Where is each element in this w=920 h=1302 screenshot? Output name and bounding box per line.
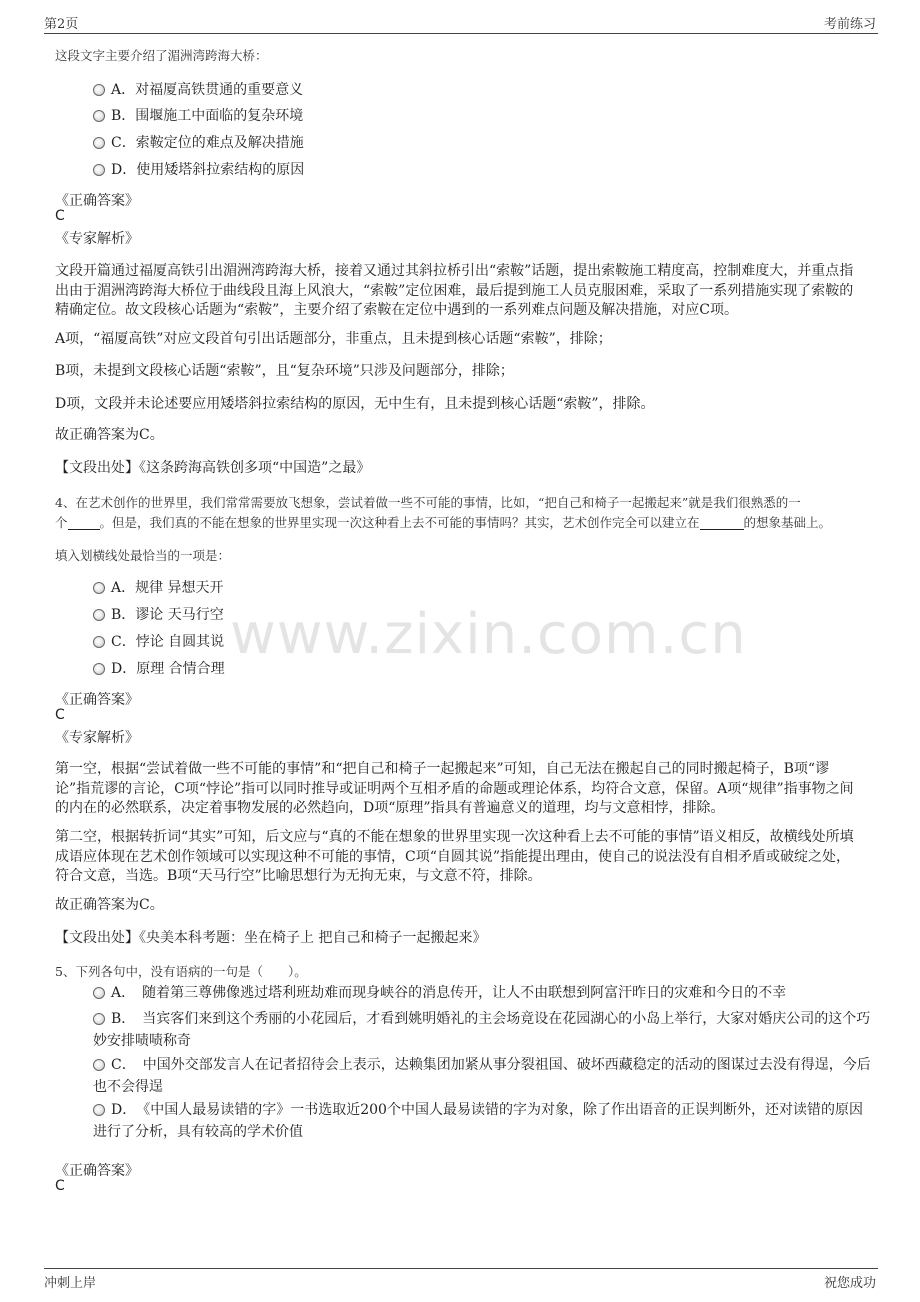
footer-left: 冲刺上岸 [44, 1276, 97, 1291]
q5-stem: 5、下列各句中，没有语病的一句是（ ）。 [55, 964, 307, 979]
q3-option-b[interactable]: B．围堰施工中面临的复杂环境 [93, 106, 303, 127]
radio-icon[interactable] [93, 987, 105, 999]
q4-stem-line2: 个 。但是，我们真的不能在想象的世界里实现一次这种看上去不可能的事情吗？其实，艺术创作完全可以建立在 的想象基础上。 [55, 515, 832, 530]
radio-icon[interactable] [93, 609, 105, 621]
q4-answer-label: 《正确答案》 [55, 692, 139, 708]
q4-option-d[interactable]: D．原理 合情合理 [93, 659, 225, 680]
q3-analysis-p1: 文段开篇通过福厦高铁引出湄洲湾跨海大桥，接着又通过其斜拉桥引出“索鞍”话题，提出索鞍施工精度高，控制难度大，并重点指出由于湄洲湾跨海大桥位于曲线段且海上风浪大，“索鞍”定位困难，最后提到施工人员克服困难，采取了一系列措施实现了索鞍的精确定位。故文段核心话题为“索鞍”，主要介绍了索鞍在定位中遇到的一系列难点问题及解决措施，对应C项。 [55, 263, 854, 318]
q4-option-c[interactable]: C．悖论 自圆其说 [93, 632, 224, 653]
header-title: 考前练习 [823, 17, 876, 32]
q4-answer: C [55, 707, 65, 723]
q4-analysis-label: 《专家解析》 [55, 730, 139, 746]
q3-stem: 这段文字主要介绍了湄洲湾跨海大桥： [55, 48, 268, 63]
blank-2 [700, 515, 744, 530]
q5-answer-label: 《正确答案》 [55, 1163, 139, 1179]
radio-icon[interactable] [93, 582, 105, 594]
watermark: www.zixin.com.cn [230, 602, 747, 667]
header-rule [44, 33, 878, 34]
q3-answer: C [55, 208, 65, 224]
radio-icon[interactable] [93, 137, 105, 149]
q3-source: 【文段出处】《这条跨海高铁创多项“中国造”之最》 [55, 460, 371, 476]
q4-analysis-p3: 故正确答案为C。 [55, 897, 164, 913]
q3-option-d[interactable]: D．使用矮塔斜拉索结构的原因 [93, 160, 304, 181]
q3-analysis-label: 《专家解析》 [55, 231, 139, 247]
blank-1 [68, 515, 100, 530]
q3-option-c[interactable]: C．索鞍定位的难点及解决措施 [93, 133, 304, 154]
radio-icon[interactable] [93, 1013, 105, 1025]
q5-option-a[interactable]: A． 随着第三尊佛像逃过塔利班劫难而现身峡谷的消息传开，让人不由联想到阿富汗昨日的灾难和今日的不幸 [93, 982, 873, 1004]
q4-source: 【文段出处】《央美本科考题：坐在椅子上 把自己和椅子一起搬起来》 [55, 930, 487, 946]
q3-analysis-p4: D项，文段并未论述要应用矮塔斜拉索结构的原因，无中生有，且未提到核心话题“索鞍”，排除。 [55, 396, 655, 412]
q4-prompt: 填入划横线处最恰当的一项是： [55, 548, 231, 563]
q5-answer: C [55, 1178, 65, 1194]
radio-icon[interactable] [93, 663, 105, 675]
radio-icon[interactable] [93, 1104, 105, 1116]
radio-icon[interactable] [93, 636, 105, 648]
q3-answer-label: 《正确答案》 [55, 193, 139, 209]
radio-icon[interactable] [93, 1059, 105, 1071]
q4-analysis-p2: 第二空，根据转折词“其实”可知，后文应与“真的不能在想象的世界里实现一次这种看上去不可能的事情”语义相反，故横线处所填成语应体现在艺术创作领域可以实现这种不可能的事情，C项“自圆其说”指能提出理由，使自己的说法没有自相矛盾或破绽之处，符合文意，当选。B项“天马行空”比喻思想行为无拘无束，与文意不符，排除。 [55, 829, 854, 884]
q5-option-c[interactable]: C． 中国外交部发言人在记者招待会上表示，达赖集团加紧从事分裂祖国、破坏西藏稳定的活动的图谋过去没有得逞，今后也不会得逞 [93, 1057, 871, 1095]
radio-icon[interactable] [93, 110, 105, 122]
radio-icon[interactable] [93, 164, 105, 176]
footer-rule [44, 1268, 878, 1269]
q3-analysis-p2: A项，“福厦高铁”对应文段首句引出话题部分，非重点，且未提到核心话题“索鞍”，排除； [55, 331, 612, 347]
q4-option-a[interactable]: A．规律 异想天开 [93, 578, 224, 599]
page-number: 第2页 [44, 17, 79, 32]
q3-option-a[interactable]: A．对福厦高铁贯通的重要意义 [93, 80, 303, 101]
q4-stem-line1: 4、在艺术创作的世界里，我们常常需要放飞想象，尝试着做一些不可能的事情，比如，“把自己和椅子一起搬起来”就是我们很熟悉的一 [55, 495, 801, 510]
footer-right: 祝您成功 [823, 1276, 876, 1291]
q5-option-b[interactable]: B． 当宾客们来到这个秀丽的小花园后，才看到姚明婚礼的主会场竟设在花园湖心的小岛上举行，大家对婚庆公司的这个巧妙安排啧啧称奇 [93, 1011, 871, 1049]
radio-icon[interactable] [93, 84, 105, 96]
q5-option-d[interactable]: D． 《中国人最易读错的字》一书选取近200个中国人最易读错的字为对象，除了作出语音的正误判断外，还对读错的原因进行了分析，具有较高的学术价值 [93, 1102, 863, 1140]
q3-analysis-p5: 故正确答案为C。 [55, 427, 164, 443]
q4-analysis-p1: 第一空，根据“尝试着做一些不可能的事情”和“把自己和椅子一起搬起来”可知，自己无法在搬起自己的同时搬起椅子，B项“谬论”指荒谬的言论，C项“悖论”指可以同时推导或证明两个互相矛盾的命题或理论体系，均符合文意，保留。A项“规律”指事物之间的内在的必然联系，决定着事物发展的必然趋向，D项“原理”指具有普遍意义的道理，均与文意相悖，排除。 [55, 761, 854, 816]
q3-analysis-p3: B项，未提到文段核心话题“索鞍”，且“复杂环境”只涉及问题部分，排除； [55, 363, 514, 379]
q4-option-b[interactable]: B．谬论 天马行空 [93, 605, 224, 626]
